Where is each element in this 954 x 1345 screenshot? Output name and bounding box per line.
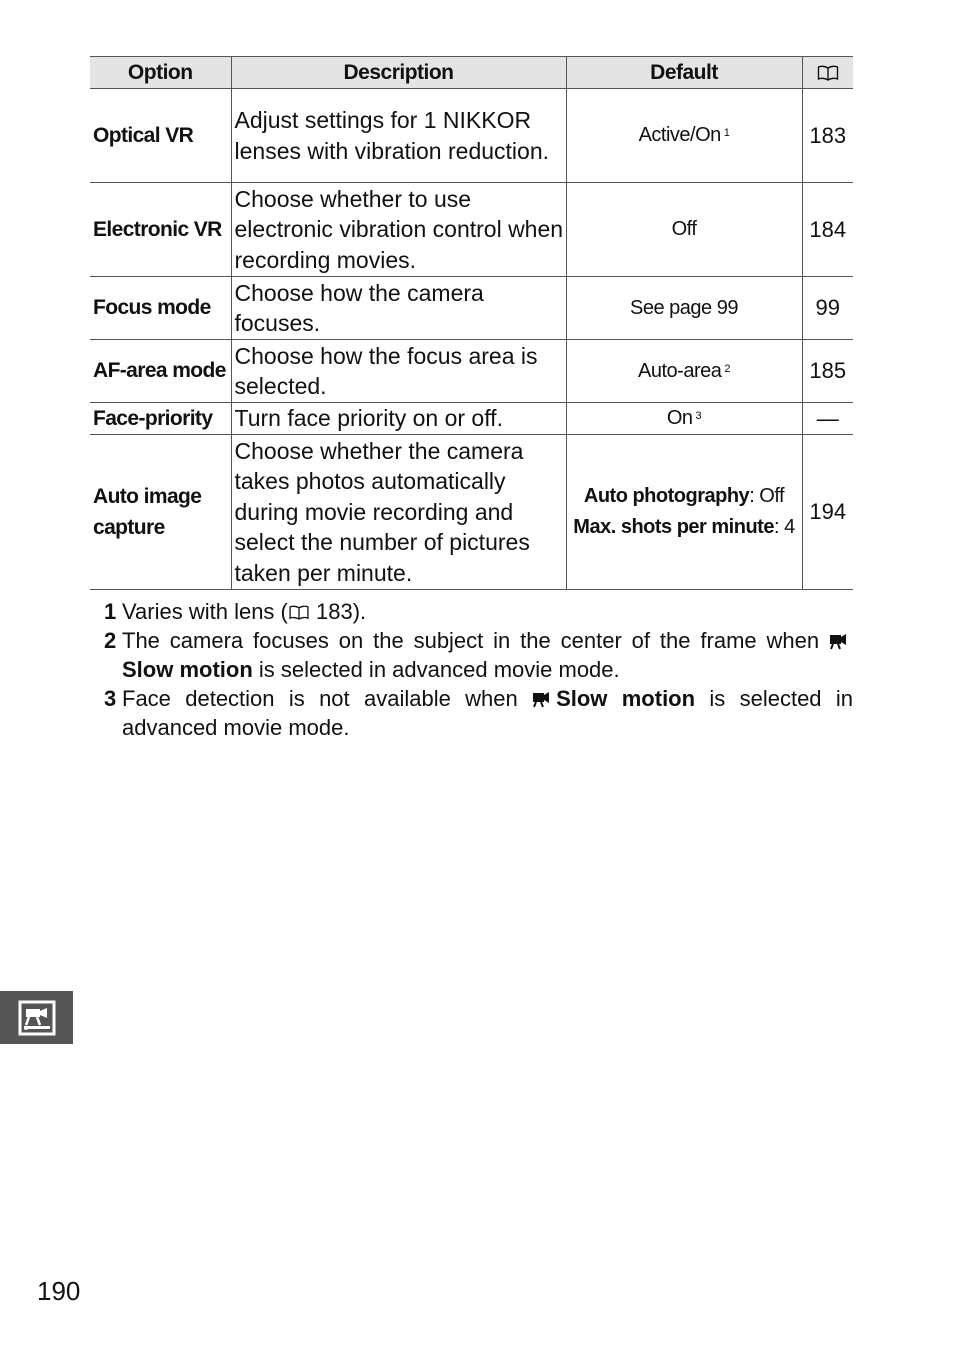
footnote	[104, 626, 853, 684]
option-description: Choose how the focus area is selected.	[231, 340, 566, 403]
table-row	[90, 435, 853, 590]
option-default: Auto photography: Off Max. shots per minute: 4	[566, 435, 802, 590]
footnote-number: 3	[104, 686, 117, 711]
page-reference: 183	[802, 89, 853, 183]
table-row	[90, 340, 853, 403]
footnote-ref: 1	[723, 127, 730, 139]
option-default: Auto-area $^2$	[566, 340, 802, 403]
footnote-ref: 3	[695, 410, 702, 422]
movie-menu-icon	[18, 1000, 56, 1036]
table-row	[90, 183, 853, 277]
option-description: Choose how the camera focuses.	[231, 277, 566, 340]
header-option: Option	[90, 57, 231, 89]
option-name: Focus mode	[90, 277, 231, 340]
footnote-text: The camera focuses on the subject in the center of the frame when Slow motion is selected in advanced movie mode.	[122, 626, 853, 684]
header-default: Default	[566, 57, 802, 89]
header-description: Description	[231, 57, 566, 89]
option-default: See page 99	[566, 277, 802, 340]
page-reference: 185	[802, 340, 853, 403]
movie-menu-tab	[0, 991, 73, 1044]
option-description: Choose whether to use electronic vibration control when recording movies.	[231, 183, 566, 277]
option-default: Off	[566, 183, 802, 277]
option-description: Adjust settings for 1 NIKKOR lenses with vibration reduction.	[231, 89, 566, 183]
movie-camera-icon	[532, 690, 552, 708]
option-description: Choose whether the camera takes photos automatically during movie recording and select the number of pictures taken per minute.	[231, 435, 566, 590]
table-row	[90, 89, 853, 183]
page-reference: 99	[802, 277, 853, 340]
option-name: Auto image capture	[90, 435, 231, 590]
footnote-ref: 2	[724, 362, 730, 375]
footnote-number: 2	[104, 628, 117, 653]
book-icon	[288, 605, 310, 620]
footnote	[104, 684, 853, 742]
movie-menu-options-table	[90, 56, 853, 590]
book-icon	[817, 65, 839, 81]
option-description: Turn face priority on or off.	[231, 403, 566, 435]
option-default: On $^3$	[566, 403, 802, 435]
footnote	[104, 597, 853, 626]
footnote-text: Varies with lens ( 183).	[122, 599, 367, 624]
footnote-text: Face detection is not available when Slow motion is selected in advanced movie mode.	[122, 686, 853, 740]
option-name: Face-priority	[90, 403, 231, 435]
table-row	[90, 403, 853, 435]
page-reference: 194	[802, 435, 853, 590]
table-row	[90, 277, 853, 340]
page-number: 190	[37, 1276, 81, 1306]
option-default: Active/On $^1$	[566, 89, 802, 183]
header-page-reference	[802, 57, 853, 89]
footnotes	[104, 597, 853, 742]
page-reference: —	[802, 403, 853, 435]
option-name: Optical VR	[90, 89, 231, 183]
option-name: Electronic VR	[90, 183, 231, 277]
table-header-row	[90, 57, 853, 89]
footnote-number: 1	[104, 599, 117, 624]
movie-camera-icon	[829, 632, 849, 650]
page-reference: 184	[802, 183, 853, 277]
option-name: AF-area mode	[90, 340, 231, 403]
